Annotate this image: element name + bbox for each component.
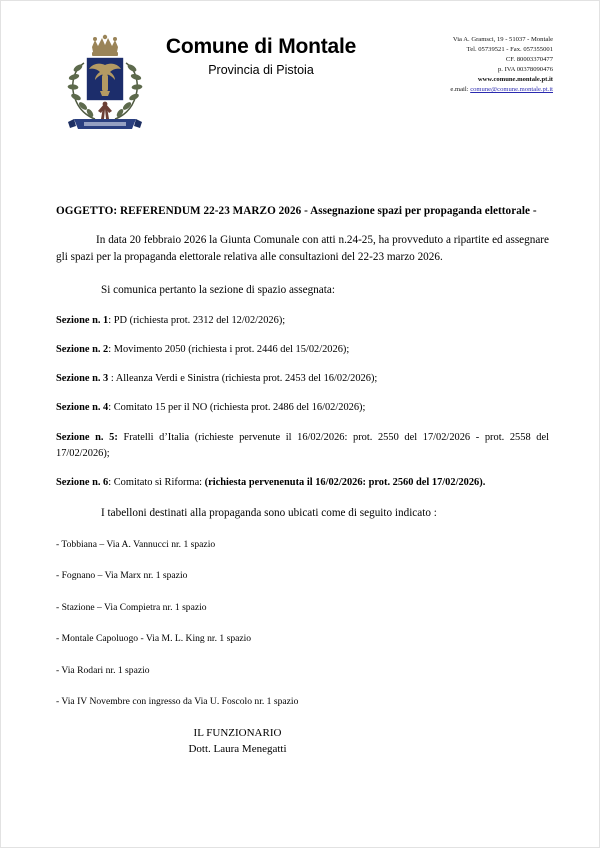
intro-paragraph: In data 20 febbraio 2026 la Giunta Comunale con atti n.24-25, ha provveduto a ripartite ed assegnare gli spazi per la propaganda elettorale relativa alle consultazioni del 22-23 marzo 2026. <box>56 234 549 264</box>
coat-of-arms-icon <box>62 29 148 133</box>
letterhead <box>1 1 599 131</box>
list-item: - Tobbiana – Via A. Vannucci nr. 1 spazio <box>56 538 216 550</box>
section-separator: : <box>108 402 114 414</box>
contact-address: Via A. Gramsci, 19 - 51037 - Montale <box>452 36 553 43</box>
section-bold-tail: (richiesta pervenenuta il 16/02/2026: prot. 2560 del 17/02/2026). <box>204 476 486 488</box>
section-separator: : <box>108 476 114 488</box>
contact-fiscal-code: CF. 80003370477 <box>505 56 553 64</box>
list-item: - Montale Capoluogo - Via M. L. King nr. 1 spazio <box>56 633 252 645</box>
org-title-block <box>151 25 401 78</box>
signature-name: Dott. Laura Menegatti <box>188 743 287 756</box>
subject-line: OGGETTO: REFERENDUM 22-23 MARZO 2026 - Assegnazione spazi per propaganda elettorale - <box>56 205 537 217</box>
section-item <box>56 313 549 329</box>
section-label: Sezione n. 6 <box>56 476 109 488</box>
page-title: Comune di Montale <box>165 35 357 58</box>
crest-container <box>59 25 151 133</box>
boards-intro: I tabelloni destinati alla propaganda sono ubicati come di seguito indicato : <box>101 506 437 519</box>
org-subtitle: Provincia di Pistoia <box>208 63 314 78</box>
document-body <box>1 203 599 758</box>
contact-block <box>401 25 553 95</box>
section-text: Movimento 2050 (richiesta i prot. 2446 del 15/02/2026); <box>113 344 350 356</box>
section-text: PD (richiesta prot. 2312 del 12/02/2026); <box>113 315 286 327</box>
contact-vat: p. IVA 00378090476 <box>497 66 553 74</box>
contact-phone: Tel. 05739521 - Fax. 057355001 <box>466 46 553 54</box>
section-label: Sezione n. 5: <box>56 431 118 443</box>
section-separator: : <box>108 315 114 327</box>
list-item: - Stazione – Via Compietra nr. 1 spazio <box>56 601 207 613</box>
section-text: Fratelli d’Italia (richieste pervenute il 16/02/2026: prot. 2550 del 17/02/2026 - prot. 2558 del 17/02/2026); <box>56 431 549 459</box>
section-separator: : <box>108 344 114 356</box>
section-item <box>56 342 549 358</box>
locations-list <box>56 538 549 709</box>
announcement-paragraph: Si comunica pertanto la sezione di spazio assegnata: <box>101 284 335 297</box>
section-label: Sezione n. 3 <box>56 373 109 385</box>
list-item: - Via IV Novembre con ingresso da Via U. Foscolo nr. 1 spazio <box>56 695 299 707</box>
sections-list <box>56 313 549 491</box>
section-item <box>56 400 549 416</box>
contact-email-label: e.mail: <box>450 86 469 94</box>
contact-email-link[interactable]: comune@comune.montale.pt.it <box>470 86 553 94</box>
section-label: Sezione n. 4 <box>56 402 109 414</box>
section-item <box>56 430 549 462</box>
section-item <box>56 371 549 387</box>
section-text: Comitato 15 per il NO (richiesta prot. 2486 del 16/02/2026); <box>113 402 366 414</box>
section-item <box>56 475 549 491</box>
section-text: Comitato sì Riforma: <box>113 476 205 488</box>
signature-block <box>56 726 549 758</box>
contact-email-line <box>401 85 553 95</box>
list-item: - Via Rodari nr. 1 spazio <box>56 664 150 676</box>
section-label: Sezione n. 2 <box>56 344 109 356</box>
section-separator: : <box>108 373 116 385</box>
section-text: Alleanza Verdi e Sinistra (richiesta prot. 2453 del 16/02/2026); <box>115 373 378 385</box>
contact-website[interactable]: www.comune.montale.pt.it <box>477 76 553 84</box>
signature-role: IL FUNZIONARIO <box>193 727 282 740</box>
section-label: Sezione n. 1 <box>56 315 109 327</box>
list-item: - Fognano – Via Marx nr. 1 spazio <box>56 570 188 582</box>
